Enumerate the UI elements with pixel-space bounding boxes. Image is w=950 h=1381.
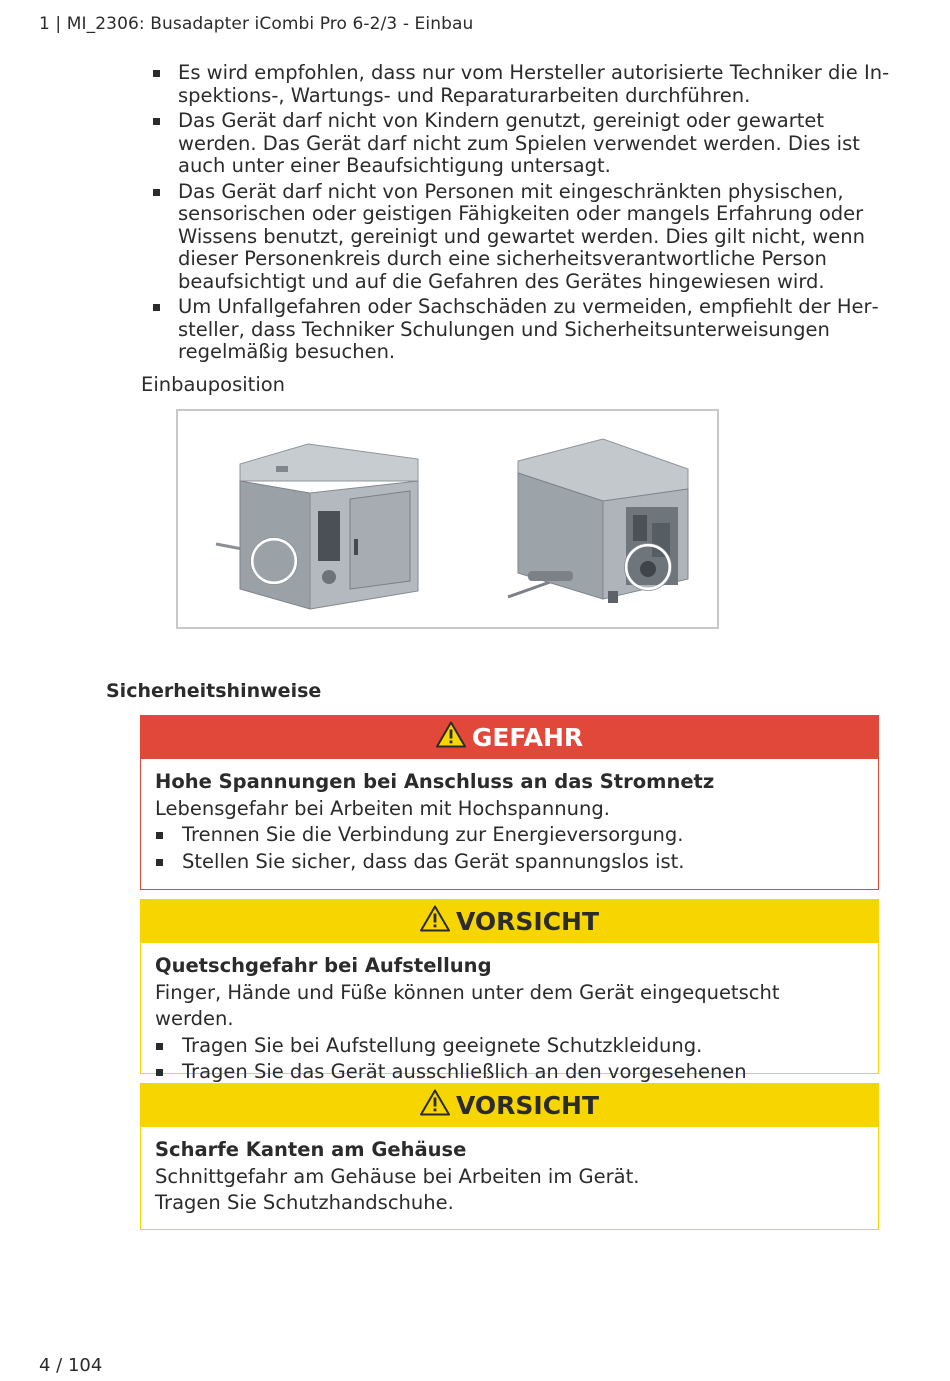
figure-caption: Einbauposition: [141, 373, 286, 396]
list-item: Trennen Sie die Verbindung zur Energieversorgung.: [155, 822, 864, 849]
list-item: Tragen Sie das Gerät ausschließlich an den vorgesehenen: [155, 1059, 864, 1112]
caution-heading: Quetschgefahr bei Aufstellung: [155, 954, 492, 977]
warning-triangle-icon: [436, 721, 466, 754]
list-item: Stellen Sie sicher, dass das Gerät spannungslos ist.: [155, 849, 864, 876]
bullet-square-icon: [153, 118, 160, 125]
oven-back-drawing: [508, 439, 688, 603]
oven-front-drawing: [216, 444, 418, 609]
bullet-square-icon: [153, 70, 160, 77]
caution-text-line: Schnittgefahr am Gehäuse bei Arbeiten im Gerät.: [155, 1164, 640, 1188]
page-number: 4 / 104: [39, 1355, 103, 1376]
installation-figure: [176, 409, 719, 629]
section-title: Sicherheitshinweise: [106, 680, 322, 702]
caution-label: VORSICHT: [455, 1091, 600, 1120]
list-item: Es wird empfohlen, dass nur vom Hersteller autorisierte Techniker die Inspektions-, Wartungs- und Reparaturarbeiten durchführen.: [152, 62, 892, 107]
danger-notice: [140, 715, 879, 890]
list-item: Das Gerät darf nicht von Kindern genutzt, gereinigt oder gewartet werden. Das Gerät darf nicht zum Spielen verwendet werden. Dies ist auch unter einer Beaufsichtigung untersagt.: [152, 110, 892, 178]
danger-heading: Hohe Spannungen bei Anschluss an das Stromnetz: [155, 770, 715, 793]
oven-illustration: [178, 411, 717, 627]
list-item: Das Gerät darf nicht von Personen mit eingeschränkten physischen, sensorischen oder geistigen Fähigkeiten oder mangels Erfahrung oder Wissens benutzt, gereinigt und gewartet werden. Dies gilt nicht, wenn dieser Personenkreis durch eine sicherheitsverantwortliche Person beaufsichtigt und auf die Gefahren des Gerätes hingewiesen wird.: [152, 181, 892, 294]
caution-text-line: Tragen Sie Schutzhandschuhe.: [155, 1191, 454, 1214]
bullet-square-icon: [156, 1069, 163, 1076]
caution-heading: Scharfe Kanten am Gehäuse: [155, 1138, 467, 1161]
caution-banner: [141, 900, 878, 943]
danger-text: Lebensgefahr bei Arbeiten mit Hochspannung.: [155, 796, 610, 820]
caution-notice-crushing: [140, 899, 879, 1083]
caution-text: Finger, Hände und Füße können unter dem Gerät eingequetscht werden.: [155, 980, 780, 1030]
bullet-square-icon: [153, 304, 160, 311]
bullet-square-icon: [153, 189, 160, 196]
bullet-square-icon: [156, 832, 163, 839]
danger-label: GEFAHR: [471, 723, 584, 752]
page-header: 1 | MI_2306: Busadapter iCombi Pro 6-2/3 - Einbau: [39, 14, 474, 34]
danger-banner: [141, 716, 878, 759]
caution-banner: [141, 1084, 878, 1127]
bullet-square-icon: [156, 1043, 163, 1050]
caution-label: VORSICHT: [455, 907, 600, 936]
caution-notice-edges: [140, 1083, 879, 1230]
warning-triangle-icon: [420, 905, 450, 938]
list-item: Tragen Sie bei Aufstellung geeignete Schutzkleidung.: [155, 1033, 864, 1060]
bullet-square-icon: [156, 859, 163, 866]
warning-triangle-icon: [420, 1089, 450, 1122]
safety-bullet-list: [152, 62, 892, 367]
list-item: Um Unfallgefahren oder Sachschäden zu vermeiden, empfiehlt der Hersteller, dass Techniker Schulungen und Sicherheitsunterweisungen regelmäßig besuchen.: [152, 296, 892, 364]
